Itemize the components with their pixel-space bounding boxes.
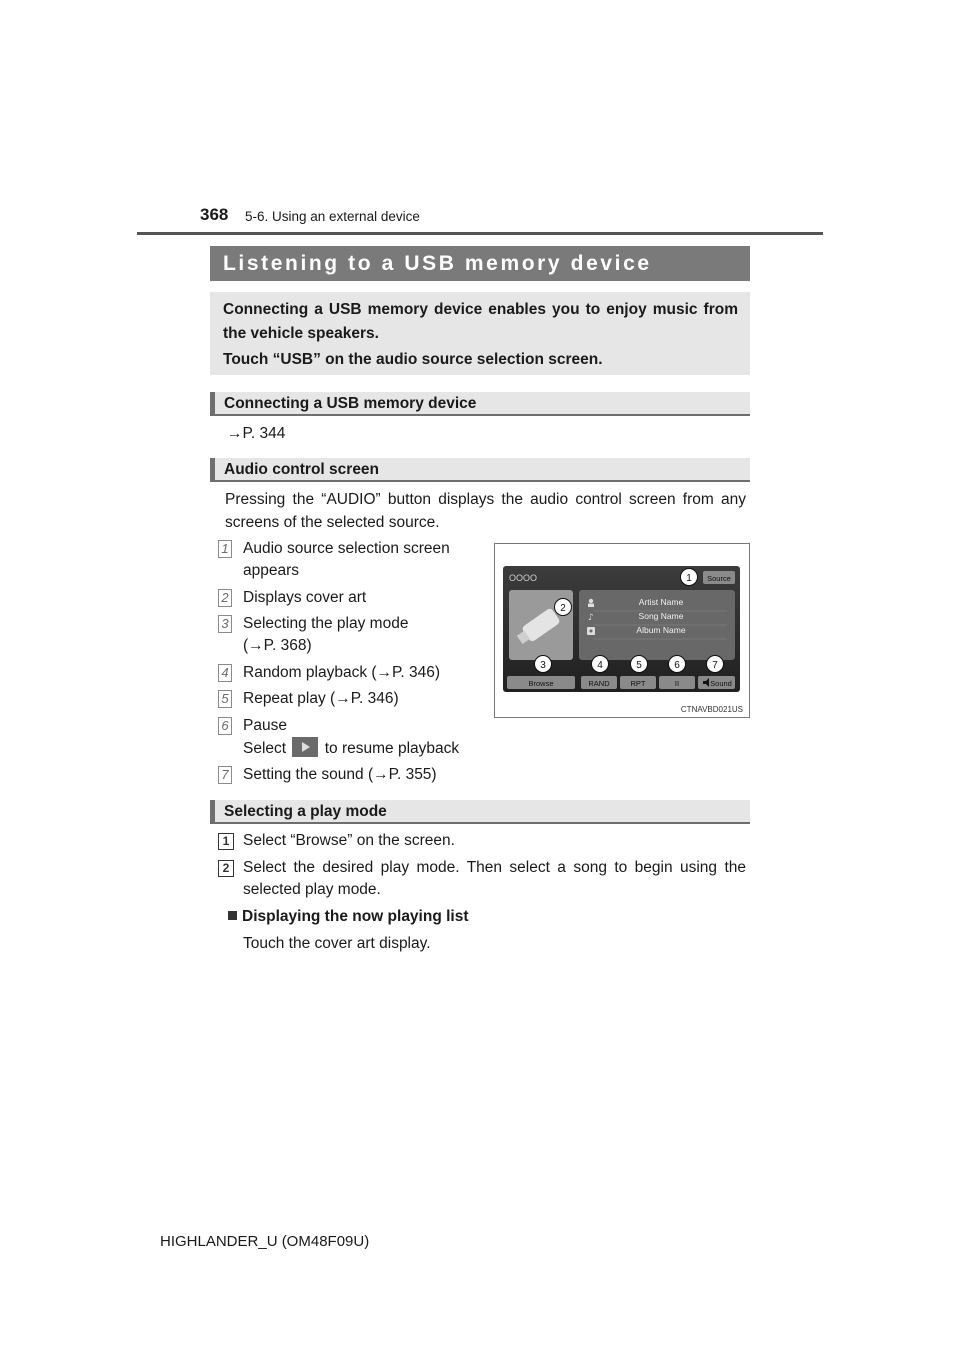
item-6-select-text: Select [243,740,287,757]
item-1-text [243,538,479,582]
figure-code: CTNAVBD021US [680,705,743,714]
step-1-text: Select “Browse” on the screen. [243,832,455,849]
item-number-1: 1 [218,540,232,558]
audio-control-description: Pressing the “AUDIO” button displays the audio control screen from any screens of the selected source. [225,491,746,531]
item-number-5: 5 [218,690,232,708]
item-number-2: 2 [218,589,232,607]
intro-line-1: Connecting a USB memory device enables you to enjoy music from the vehicle speakers. [223,301,738,342]
item-6-line1: Pause [243,717,287,734]
item-6-line2 [243,737,459,760]
item-1-line1: Audio source selection screen [243,540,450,557]
item-7-text: Setting the sound (→P. 355) [243,766,437,783]
item-1-line2: appears [243,562,300,579]
item-6-text [243,715,459,760]
step-number-1: 1 [218,833,234,850]
fig-callout-4-label: 4 [597,660,603,671]
fig-song-name: Song Name [638,611,684,621]
fig-callout-6-label: 6 [674,660,680,671]
fig-album-name: Album Name [636,625,686,635]
square-bullet-icon [228,911,237,920]
footer-model: HIGHLANDER_U (OM48F09U) [160,1233,370,1250]
fig-top-left-label: OOOO [509,573,538,583]
page-number: 368 [200,205,229,224]
intro-line-2: Touch “USB” on the audio source selection screen. [223,351,603,368]
item-number-3: 3 [218,615,232,633]
fig-callout-5-label: 5 [636,660,642,671]
item-number-7: 7 [218,766,232,784]
heading-play-mode: Selecting a play mode [210,800,750,824]
person-icon [589,599,593,603]
play-icon [292,737,318,757]
subheading-now-playing [228,905,469,928]
section-name: 5-6. Using an external device [245,209,420,224]
fig-sound-label: Sound [710,679,732,688]
fig-callout-1-label: 1 [686,573,692,584]
audio-screen-illustration [495,544,749,717]
fig-callout-3-label: 3 [540,660,546,671]
page-title: Listening to a USB memory device [210,246,750,281]
fig-rand-label: RAND [588,679,610,688]
item-5-text: Repeat play (→P. 346) [243,690,399,707]
item-3-line2: (→P. 368) [243,637,312,654]
audio-screen-figure [494,543,750,718]
fig-pause-label: II [674,679,680,688]
fig-callout-2-label: 2 [560,603,566,614]
fig-source-label: Source [707,574,731,583]
fig-callout-7-label: 7 [712,660,718,671]
item-6-resume-text: to resume playback [324,740,460,757]
heading-audio-control: Audio control screen [210,458,750,482]
item-2-text: Displays cover art [243,589,367,606]
fig-artist-name: Artist Name [638,597,684,607]
fig-browse-label: Browse [528,679,554,688]
step-number-2: 2 [218,860,234,877]
fig-rpt-label: RPT [630,679,646,688]
intro-box [210,292,750,375]
item-4-text: Random playback (→P. 346) [243,664,441,681]
connecting-ref-link[interactable]: →P. 344 [227,425,286,442]
heading-connecting: Connecting a USB memory device [210,392,750,416]
music-note-icon: ♪ [588,613,594,623]
item-3-text [243,613,408,657]
now-playing-description: Touch the cover art display. [243,935,431,952]
subheading-now-playing-text: Displaying the now playing list [242,908,469,925]
item-number-6: 6 [218,717,232,735]
item-number-4: 4 [218,664,232,682]
header-rule [137,232,823,235]
step-2-text: Select the desired play mode. Then select a song to begin using the selected play mode. [243,859,746,898]
item-3-line1: Selecting the play mode [243,615,409,632]
